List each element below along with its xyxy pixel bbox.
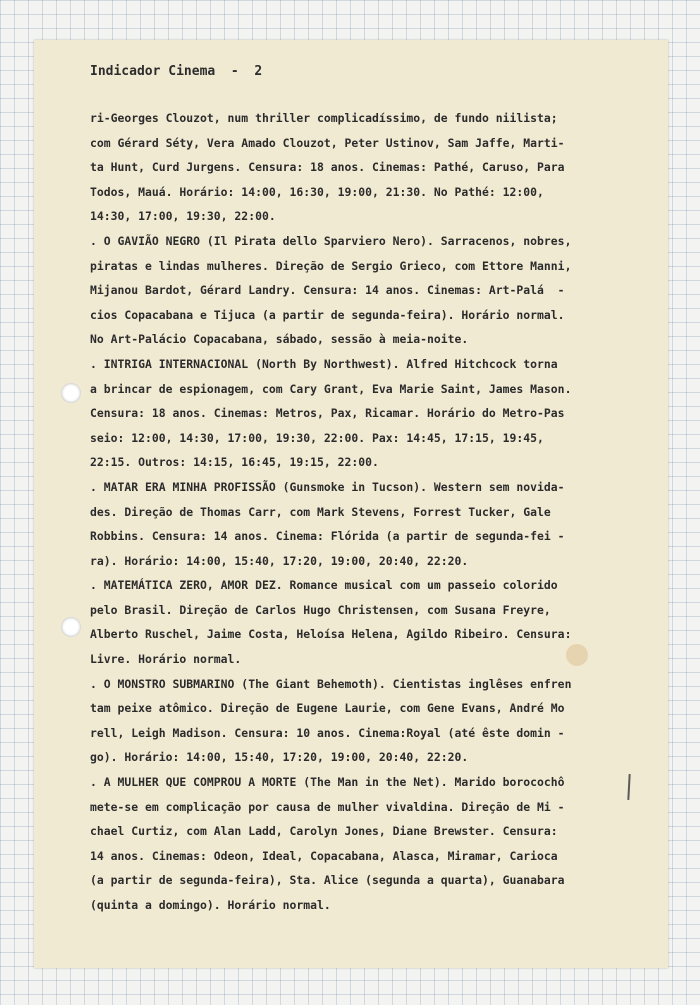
text-line: 14 anos. Cinemas: Odeon, Ideal, Copacabana, Alasca, Miramar, Carioca — [90, 848, 558, 863]
text-line: Livre. Horário normal. — [90, 652, 242, 667]
text-line: . O GAVIÃO NEGRO (Il Pirata dello Sparviero Nero). Sarracenos, nobres, — [90, 233, 572, 248]
text-line: . MATAR ERA MINHA PROFISSÃO (Gunsmoke in Tucson). Western sem novida- — [90, 479, 565, 494]
text-line: piratas e lindas mulheres. Direção de Sergio Grieco, com Ettore Manni, — [90, 258, 572, 273]
text-line: (a partir de segunda-feira), Sta. Alice (segunda a quarta), Guanabara — [90, 873, 565, 888]
text-line: Alberto Ruschel, Jaime Costa, Heloísa Helena, Agildo Ribeiro. Censura: — [90, 627, 572, 642]
text-line: . MATEMÁTICA ZERO, AMOR DEZ. Romance musical com um passeio colorido — [90, 578, 558, 593]
text-line: des. Direção de Thomas Carr, com Mark Stevens, Forrest Tucker, Gale — [90, 504, 551, 519]
page-body — [90, 106, 650, 918]
text-line: (quinta a domingo). Horário normal. — [90, 898, 331, 912]
text-line: . O MONSTRO SUBMARINO (The Giant Behemoth). Cientistas inglêses enfren — [90, 676, 572, 691]
binder-hole-bottom — [61, 617, 81, 637]
text-line: seio: 12:00, 14:30, 17:00, 19:30, 22:00. Pax: 14:45, 17:15, 19:45, — [90, 430, 544, 445]
text-line: com Gérard Séty, Vera Amado Clouzot, Peter Ustinov, Sam Jaffe, Marti- — [90, 135, 565, 150]
page-header: Indicador Cinema - 2 — [90, 64, 263, 79]
text-line: rell, Leigh Madison. Censura: 10 anos. Cinema:Royal (até êste domin - — [90, 725, 565, 740]
binder-hole-top — [61, 383, 81, 403]
text-line: a brincar de espionagem, com Cary Grant, Eva Marie Saint, James Mason. — [90, 381, 572, 396]
text-line: tam peixe atômico. Direção de Eugene Laurie, com Gene Evans, André Mo — [90, 701, 565, 716]
text-line: go). Horário: 14:00, 15:40, 17:20, 19:00, 20:40, 22:20. — [90, 750, 469, 765]
text-line: Mijanou Bardot, Gérard Landry. Censura: 14 anos. Cinemas: Art-Palá - — [90, 283, 565, 298]
text-line: Censura: 18 anos. Cinemas: Metros, Pax, Ricamar. Horário do Metro-Pas — [90, 406, 565, 421]
text-line: . INTRIGA INTERNACIONAL (North By Northwest). Alfred Hitchcock torna — [90, 356, 558, 371]
text-line: pelo Brasil. Direção de Carlos Hugo Christensen, com Susana Freyre, — [90, 602, 551, 617]
text-line: ta Hunt, Curd Jurgens. Censura: 18 anos. Cinemas: Pathé, Caruso, Para — [90, 160, 565, 175]
text-line: cios Copacabana e Tijuca (a partir de segunda-feira). Horário normal. — [90, 307, 565, 322]
text-line: ri-Georges Clouzot, num thriller complicadíssimo, de fundo niilista; — [90, 111, 558, 125]
text-line: 14:30, 17:00, 19:30, 22:00. — [90, 209, 276, 224]
text-line: chael Curtiz, com Alan Ladd, Carolyn Jones, Diane Brewster. Censura: — [90, 824, 558, 839]
text-line: 22:15. Outros: 14:15, 16:45, 19:15, 22:00. — [90, 455, 379, 470]
text-line: ra). Horário: 14:00, 15:40, 17:20, 19:00, 20:40, 22:20. — [90, 553, 469, 568]
text-line: . A MULHER QUE COMPROU A MORTE (The Man in the Net). Marido borocochô — [90, 775, 565, 790]
text-line: Todos, Mauá. Horário: 14:00, 16:30, 19:00, 21:30. No Pathé: 12:00, — [90, 184, 544, 199]
typed-page — [34, 40, 668, 968]
text-line: No Art-Palácio Copacabana, sábado, sessão à meia-noite. — [90, 332, 469, 347]
text-line: Robbins. Censura: 14 anos. Cinema: Flórida (a partir de segunda-fei - — [90, 529, 565, 544]
text-line: mete-se em complicação por causa de mulher vivaldina. Direção de Mi - — [90, 799, 565, 814]
